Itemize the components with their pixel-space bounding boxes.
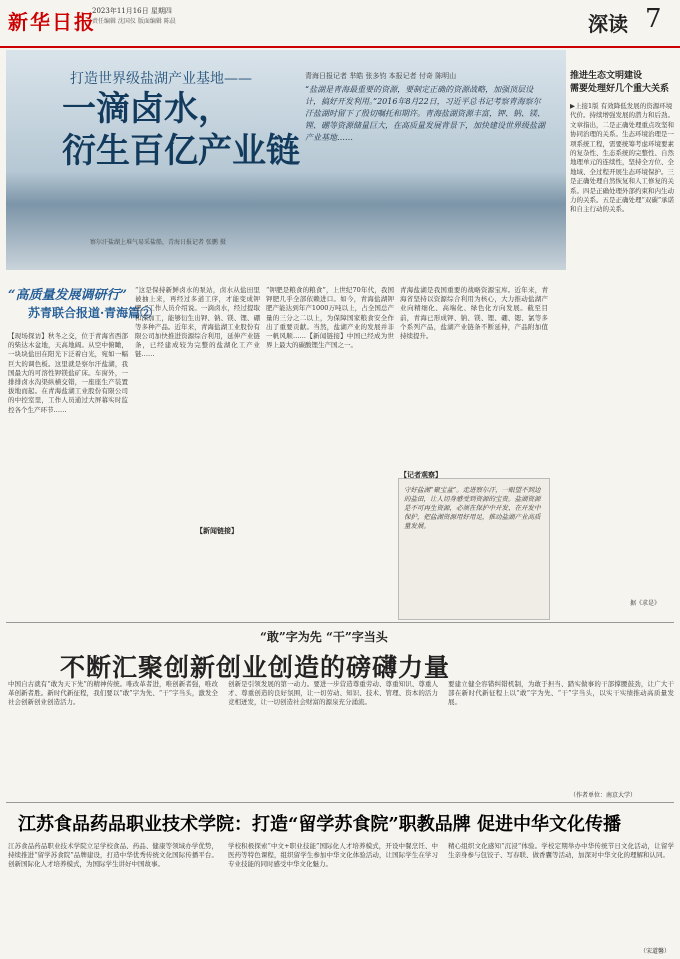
bottom-headline: 江苏食品药品职业技术学院：打造“留学苏食院”职教品牌 促进中华文化传播 (18, 814, 621, 835)
page-number: 7 (645, 4, 662, 34)
right-article-title-line2: 需要处理好几个重大关系 (570, 84, 670, 94)
series-title: “高质量发展调研行” (8, 288, 127, 303)
section-name: 深读 (588, 12, 628, 36)
feature-headline-line1: 一滴卤水， (62, 89, 232, 129)
article-column-3: “钾肥是粮食的粮食”，上世纪70年代，我国钾肥几乎全部依赖进口。如今，青海盐湖钾肥产能达到年产1000万吨以上，占全国总产量的三分之二以上，为保障国家粮食安全作出了重要贡献。当然，盐湖产业的发展并非一帆风顺……【新闻链接】中国已经成为世界上最大的碳酸锂生产国之一。 (266, 286, 394, 350)
commentary-headline: 不断汇聚创新创业创造的磅礴力量 (60, 653, 451, 682)
feature-headline-line2: 衍生百亿产业链 (62, 131, 300, 171)
reporter-note-text: 守好盐湖“聚宝盆”。走进察尔汗，一眼望不到边的盐田，让人切身感受到资源的宝贵。盐湖资源是不可再生资源，必须在保护中开发、在开发中保护，把盐湖资源用好用足，推动盐湖产业高质量发展。 (404, 486, 541, 530)
divider (6, 622, 674, 623)
bottom-col-2: 学校积极探索“中文+职业技能”国际化人才培养模式，开设中餐烹饪、中医药等特色课程，组织留学生参加中华文化体验活动，让国际学生在学习专业技能的同时感受中华文化魅力。 (228, 842, 438, 869)
right-article-title (570, 70, 675, 96)
right-article-title-line1: 推进生态文明建设 (570, 71, 643, 81)
right-article-body: ▶上接1版 有效降低发展的资源环境代价。持续增强发展的潜力和后劲。文章指出，二是正确处理重点攻坚和协同治理的关系。生态环境治理是一项系统工程，需要统筹考虑环境要素的复杂性、生态系统的完整性、自然地理单元的连续性，坚持全方位、全地域、全过程开展生态环境保护。三是正确处理自然恢复和人工修复的关系。四是正确处理外部约束和内生动力的关系。五是正确处理“双碳”承诺和自主行动的关系。 (570, 102, 675, 214)
bottom-col-3: 精心组织文化感知“沉浸”体验。学校定期举办中华传统节日文化活动，让留学生亲身参与包饺子、写春联、做香囊等活动，加深对中华文化的理解和认同。 (448, 842, 674, 860)
divider (6, 802, 674, 803)
article-column-4: 青海盐湖是我国重要的战略资源宝库。近年来，青海省坚持以资源综合利用为核心，大力推动盐湖产业向精细化、高端化、绿色化方向发展。截至目前，青海已形成钾、钠、镁、锂、硼、锶、氯等多个系列产品，盐湖产业链条不断延伸，产品附加值持续提升。 (400, 286, 548, 341)
commentary-col-left: 中国自古就有“敢为天下先”的精神传统。唯改革者进，唯创新者强，唯改革创新者胜。新时代新征程，我们要以“敢”字为先、“干”字当头，激发全社会创新创业创造活力。 (8, 680, 218, 707)
bottom-author: （宋道馨） (640, 948, 671, 955)
masthead (0, 0, 680, 48)
commentary-author: （作者单位：南京大学） (570, 792, 637, 799)
article-column-1: 【现场探访】秋冬之交，位于青海省西部的柴达木盆地，天高地阔。从空中俯瞰，一块块盐田在阳光下泛着白光，宛如一幅巨大的调色板。这里就是察尔汗盐湖，我国最大的可溶性钾镁盐矿床。车窗外，一排排卤水沟渠纵横交错，一座座生产装置拔地而起。在青海盐湖工业股份有限公司的中控室里，工作人员通过大屏幕实时监控各个生产环节…… (8, 332, 128, 414)
news-link-heading: 【新闻链接】 (196, 526, 238, 535)
commentary-kicker: “敢”字为先 “干”字当头 (260, 630, 388, 644)
editor-line: 责任编辑 沈国仪 版面编辑 陈晨 (92, 18, 176, 25)
photo-caption: 察尔汗盐湖上堆气易采盐船，青海日报记者 张鹏 摄 (90, 239, 226, 246)
commentary-col-right: 要建立健全容错纠错机制，为敢于担当、踏实做事的干部撑腰鼓劲，让广大干部在新时代新征程上以“敢”字为先、“干”字当头，以实干实绩推动高质量发展。 (448, 680, 674, 707)
article-column-2: “这是保持新鲜卤水的泵站，卤水从盐田里被抽上来，再经过多道工序，才能变成钾肥。”工作人员介绍说。一滴卤水，经过提取和深加工，能够衍生出钾、钠、镁、锂、硼等多种产品。近年来，青海盐湖工业股份有限公司加快推进资源综合利用，延伸产业链条，已经建成较为完整的盐湖化工产业链…… (135, 286, 260, 359)
right-article-source: 据《求是》 (630, 600, 661, 607)
feature-kicker: 打造世界级盐湖产业基地—— (70, 71, 252, 87)
series-subtitle: 苏青联合报道·青海篇② (28, 306, 153, 320)
newspaper-logo: 新华日报 (8, 10, 96, 34)
date-line: 2023年11月16日 星期四 (92, 7, 172, 15)
bottom-col-1: 江苏食品药品职业技术学院立足学校食品、药品、健康等领域办学优势，持续推进“留学苏食院”品牌建设，打造中华优秀传统文化国际传播平台。创新国际化人才培养模式，为国际学生讲好中国故事。 (8, 842, 218, 869)
commentary-col-mid: 创新是引领发展的第一动力。要进一步营造尊重劳动、尊重知识、尊重人才、尊重创造的良好氛围，让一切劳动、知识、技术、管理、资本的活力竞相迸发，让一切创造社会财富的源泉充分涌流。 (228, 680, 438, 707)
feature-headline (62, 88, 300, 172)
feature-lede: “盐湖是青海最重要的资源，要制定正确的资源战略，加强顶层设计，搞好开发利用。”2016年8月22日，习近平总书记考察青海察尔汗盐湖时留下了殷切嘱托和期许。青海盐湖资源丰富，钾、钠、镁、锂、硼等资源储量巨大，在高质量发展背景下，加快建设世界级盐湖产业基地…… (305, 85, 545, 142)
right-column-article (570, 50, 675, 610)
feature-byline: 青海日报记者 芈皓 张多钧 本报记者 付奇 陈明山 (305, 72, 457, 80)
reporter-note-heading: 【记者观察】 (400, 470, 442, 479)
